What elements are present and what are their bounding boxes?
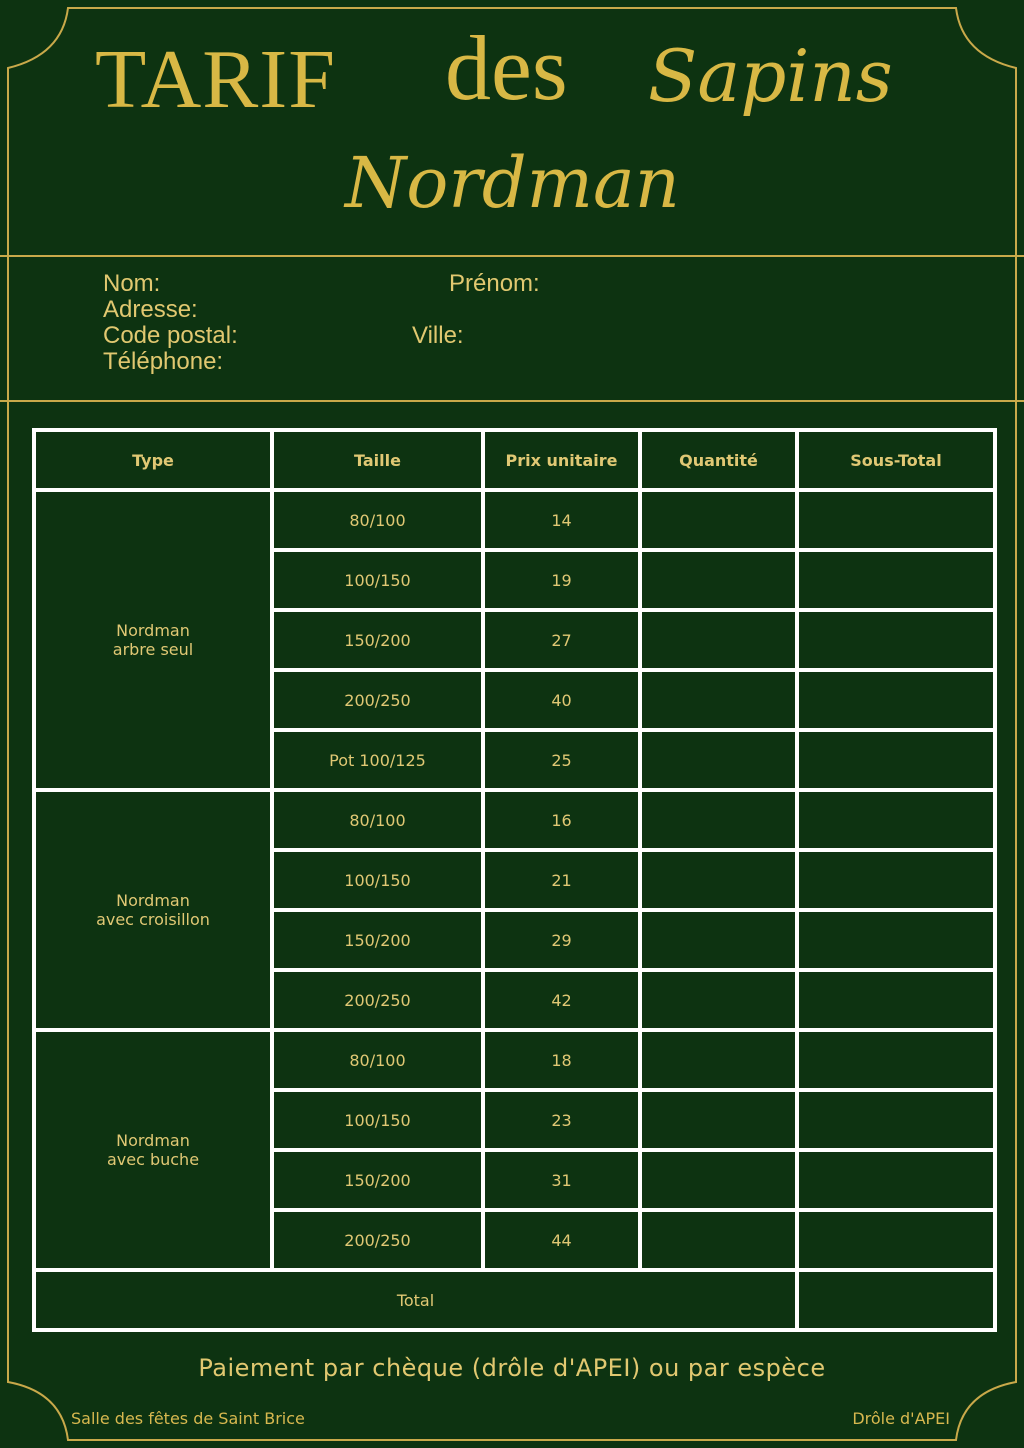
payment-note: Paiement par chèque (drôle d'APEI) ou par espèce bbox=[198, 1354, 826, 1382]
prix-cell: 42 bbox=[483, 970, 640, 1030]
quantite-cell[interactable] bbox=[640, 1030, 797, 1090]
table-header-row bbox=[34, 430, 995, 490]
sous-total-cell[interactable] bbox=[797, 550, 995, 610]
divider-top bbox=[0, 255, 1024, 257]
taille-cell: 100/150 bbox=[272, 550, 483, 610]
type-cell-avec-croisillon bbox=[34, 790, 272, 1030]
header-type: Type bbox=[34, 430, 272, 490]
type-cell-avec-buche bbox=[34, 1030, 272, 1270]
field-nom-label: Nom: bbox=[103, 270, 161, 297]
taille-cell: 80/100 bbox=[272, 1030, 483, 1090]
taille-cell: 100/150 bbox=[272, 850, 483, 910]
type-line1: Nordman bbox=[116, 621, 190, 640]
taille-cell: 200/250 bbox=[272, 670, 483, 730]
prix-cell: 16 bbox=[483, 790, 640, 850]
field-telephone-label: Téléphone: bbox=[103, 348, 224, 375]
type-line1: Nordman bbox=[116, 1131, 190, 1150]
title-tarif: TARIF bbox=[95, 33, 336, 126]
sous-total-cell[interactable] bbox=[797, 1030, 995, 1090]
taille-cell: Pot 100/125 bbox=[272, 730, 483, 790]
quantite-cell[interactable] bbox=[640, 790, 797, 850]
total-row bbox=[34, 1270, 995, 1330]
prix-cell: 23 bbox=[483, 1090, 640, 1150]
quantite-cell[interactable] bbox=[640, 1090, 797, 1150]
prix-cell: 27 bbox=[483, 610, 640, 670]
total-value-cell[interactable] bbox=[797, 1270, 995, 1330]
prix-cell: 25 bbox=[483, 730, 640, 790]
type-line2: avec croisillon bbox=[96, 910, 210, 929]
header-prix-unitaire: Prix unitaire bbox=[483, 430, 640, 490]
sous-total-cell[interactable] bbox=[797, 1210, 995, 1270]
sous-total-cell[interactable] bbox=[797, 970, 995, 1030]
sous-total-cell[interactable] bbox=[797, 610, 995, 670]
price-table bbox=[32, 428, 997, 1332]
header-sous-total: Sous-Total bbox=[797, 430, 995, 490]
taille-cell: 100/150 bbox=[272, 1090, 483, 1150]
prix-cell: 21 bbox=[483, 850, 640, 910]
quantite-cell[interactable] bbox=[640, 550, 797, 610]
prix-cell: 31 bbox=[483, 1150, 640, 1210]
field-adresse-label: Adresse: bbox=[103, 296, 198, 323]
field-prenom-label: Prénom: bbox=[449, 270, 540, 297]
quantite-cell[interactable] bbox=[640, 610, 797, 670]
quantite-cell[interactable] bbox=[640, 970, 797, 1030]
taille-cell: 150/200 bbox=[272, 610, 483, 670]
prix-cell: 19 bbox=[483, 550, 640, 610]
type-line1: Nordman bbox=[116, 891, 190, 910]
divider-bottom bbox=[0, 400, 1024, 402]
quantite-cell[interactable] bbox=[640, 850, 797, 910]
quantite-cell[interactable] bbox=[640, 670, 797, 730]
title-des: des bbox=[445, 17, 568, 119]
type-line2: avec buche bbox=[106, 1150, 200, 1169]
field-ville-label: Ville: bbox=[412, 322, 464, 349]
taille-cell: 80/100 bbox=[272, 790, 483, 850]
taille-cell: 150/200 bbox=[272, 1150, 483, 1210]
prix-cell: 44 bbox=[483, 1210, 640, 1270]
taille-cell: 200/250 bbox=[272, 1210, 483, 1270]
title-nordman: Nordman bbox=[345, 142, 680, 224]
taille-cell: 150/200 bbox=[272, 910, 483, 970]
sous-total-cell[interactable] bbox=[797, 850, 995, 910]
prix-cell: 14 bbox=[483, 490, 640, 550]
sous-total-cell[interactable] bbox=[797, 1150, 995, 1210]
table-row bbox=[34, 490, 995, 550]
quantite-cell[interactable] bbox=[640, 490, 797, 550]
table-row bbox=[34, 790, 995, 850]
quantite-cell[interactable] bbox=[640, 1210, 797, 1270]
taille-cell: 200/250 bbox=[272, 970, 483, 1030]
total-label: Total bbox=[34, 1270, 797, 1330]
quantite-cell[interactable] bbox=[640, 910, 797, 970]
title-sapins: Sapins bbox=[648, 34, 893, 118]
sous-total-cell[interactable] bbox=[797, 1090, 995, 1150]
prix-cell: 40 bbox=[483, 670, 640, 730]
prix-cell: 18 bbox=[483, 1030, 640, 1090]
quantite-cell[interactable] bbox=[640, 1150, 797, 1210]
sous-total-cell[interactable] bbox=[797, 670, 995, 730]
prix-cell: 29 bbox=[483, 910, 640, 970]
type-cell-arbre-seul bbox=[34, 490, 272, 790]
field-code-postal-label: Code postal: bbox=[103, 322, 238, 349]
header-quantite: Quantité bbox=[640, 430, 797, 490]
sous-total-cell[interactable] bbox=[797, 790, 995, 850]
sous-total-cell[interactable] bbox=[797, 730, 995, 790]
taille-cell: 80/100 bbox=[272, 490, 483, 550]
type-line2: arbre seul bbox=[112, 640, 194, 659]
sous-total-cell[interactable] bbox=[797, 490, 995, 550]
header-taille: Taille bbox=[272, 430, 483, 490]
quantite-cell[interactable] bbox=[640, 730, 797, 790]
footer-org: Drôle d'APEI bbox=[852, 1409, 950, 1428]
footer-location: Salle des fêtes de Saint Brice bbox=[71, 1409, 305, 1428]
table-row bbox=[34, 1030, 995, 1090]
sous-total-cell[interactable] bbox=[797, 910, 995, 970]
